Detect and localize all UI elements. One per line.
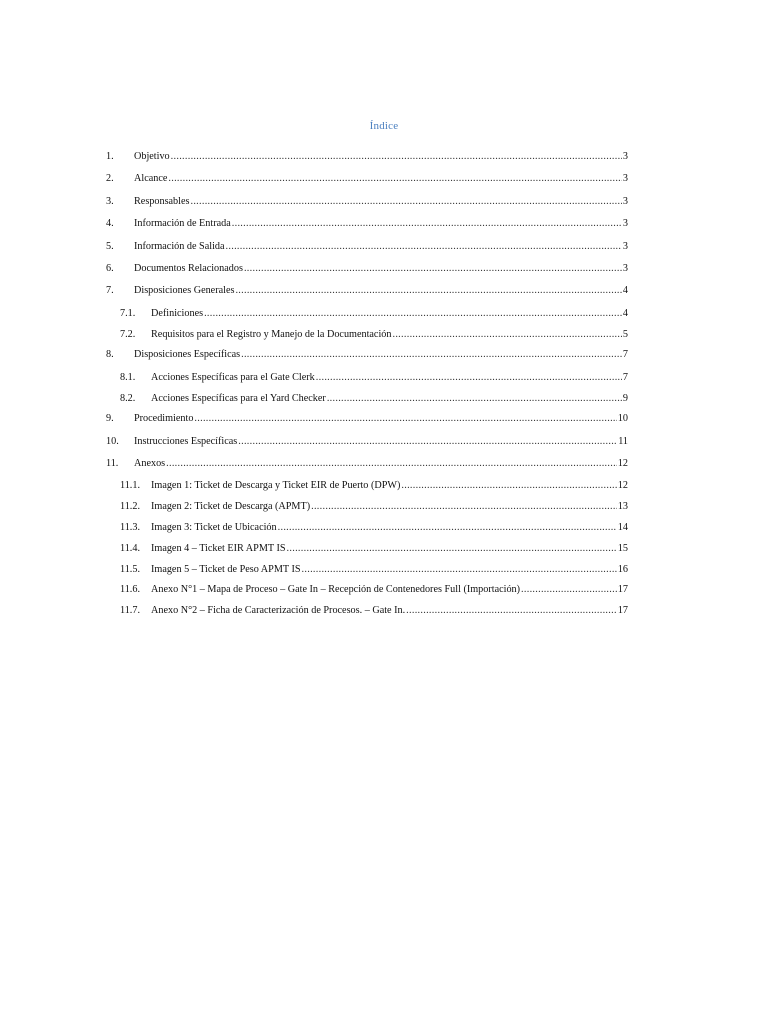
toc-entry-page: 11 (618, 435, 628, 447)
toc-entry-number: 7.2. (120, 328, 136, 340)
toc-dot-leader (311, 498, 617, 516)
toc-dot-leader (392, 326, 621, 344)
toc-entry-number: 11. (106, 458, 119, 470)
toc-entry-title[interactable]: Información de Salida (134, 240, 225, 252)
toc-entry-page: 3 (622, 173, 628, 185)
toc-entry-number: 4. (106, 218, 114, 230)
toc-entry-page: 17 (617, 605, 628, 617)
toc-dot-leader (244, 260, 622, 278)
toc-entry-page: 3 (622, 240, 628, 252)
toc-dot-leader (278, 519, 617, 537)
toc-title: Índice (369, 120, 399, 132)
toc-entry-page: 5 (622, 328, 628, 340)
toc-entry-page: 3 (622, 195, 628, 207)
toc-entry-page: 7 (622, 349, 628, 361)
toc-subentry[interactable] (106, 390, 628, 411)
toc-entry-number: 11.2. (120, 501, 140, 513)
toc-entry-title[interactable]: Acciones Específicas para el Gate Clerk (151, 371, 315, 383)
toc-subentry[interactable] (106, 369, 628, 390)
toc-entry-number: 9. (106, 413, 114, 425)
toc-entry-number: 1. (106, 151, 114, 162)
toc-entry-title[interactable]: Disposiciones Generales (134, 285, 235, 297)
toc-subentry[interactable] (106, 519, 628, 540)
toc-entry-page: 15 (617, 542, 628, 554)
toc-entry-number: 8. (106, 349, 114, 361)
toc-entry-title[interactable]: Anexo N°2 – Ficha de Caracterización de Procesos. – Gate In. (151, 605, 406, 617)
toc-dot-leader (287, 540, 617, 558)
toc-entry-title[interactable]: Imagen 2: Ticket de Descarga (APMT) (151, 501, 311, 513)
toc-entry-title[interactable]: Instrucciones Específicas (134, 435, 238, 447)
toc-subentry[interactable] (106, 477, 628, 498)
toc-entry-page: 3 (622, 218, 628, 230)
toc-entry-title[interactable]: Acciones Específicas para el Yard Checker (151, 392, 326, 404)
toc-entry-title[interactable]: Imagen 4 – Ticket EIR APMT IS (151, 542, 286, 554)
toc-entry[interactable] (106, 238, 628, 260)
table-of-contents (106, 148, 628, 623)
toc-entry-title[interactable]: Documentos Relacionados (134, 262, 243, 274)
toc-entry[interactable] (106, 215, 628, 237)
toc-subentry[interactable] (106, 540, 628, 561)
toc-entry-page: 9 (622, 392, 628, 404)
toc-entry-number: 7.1. (120, 307, 136, 319)
toc-entry-number: 11.7. (120, 605, 140, 617)
toc-entry-number: 11.3. (120, 522, 140, 534)
toc-dot-leader (235, 282, 621, 300)
toc-dot-leader (190, 193, 621, 211)
toc-dot-leader (302, 561, 617, 579)
toc-entry-page: 4 (622, 285, 628, 297)
toc-dot-leader (226, 238, 622, 256)
toc-subentry[interactable] (106, 602, 628, 623)
toc-entry[interactable] (106, 170, 628, 192)
toc-entry-page: 12 (617, 458, 628, 470)
toc-entry-number: 11.6. (120, 584, 140, 596)
toc-entry-title[interactable]: Anexo N°1 – Mapa de Proceso – Gate In – Recepción de Contenedores Full (Importación) (151, 584, 521, 596)
toc-entry-title[interactable]: Definiciones (151, 307, 204, 319)
toc-dot-leader (241, 346, 622, 364)
toc-entry-number: 11.4. (120, 542, 140, 554)
toc-entry-title[interactable]: Responsables (134, 195, 190, 207)
toc-subentry[interactable] (106, 561, 628, 582)
toc-entry-page: 13 (617, 501, 628, 513)
toc-entry-number: 11.5. (120, 563, 140, 575)
toc-entry-title[interactable]: Alcance (134, 173, 168, 185)
toc-entry-page: 14 (617, 522, 628, 534)
toc-entry-title[interactable]: Requisitos para el Registro y Manejo de la Documentación (151, 328, 392, 340)
toc-subentry[interactable] (106, 305, 628, 326)
toc-entry-title[interactable]: Objetivo (134, 151, 170, 162)
toc-entry-page: 17 (617, 584, 628, 596)
toc-entry-title[interactable]: Procedimiento (134, 413, 194, 425)
toc-entry-title[interactable]: Imagen 3: Ticket de Ubicación (151, 522, 277, 534)
toc-subentry[interactable] (106, 326, 628, 347)
toc-dot-leader (171, 148, 622, 166)
toc-entry[interactable] (106, 148, 628, 170)
toc-entry-page: 3 (622, 262, 628, 274)
toc-entry-number: 6. (106, 262, 114, 274)
toc-entry-number: 8.1. (120, 371, 136, 383)
toc-entry-title[interactable]: Información de Entrada (134, 218, 231, 230)
toc-entry[interactable] (106, 346, 628, 368)
toc-entry-page: 12 (617, 480, 628, 492)
toc-dot-leader (406, 602, 617, 620)
toc-entry-page: 3 (622, 151, 628, 162)
toc-dot-leader (168, 170, 622, 188)
toc-entry-number: 5. (106, 240, 114, 252)
toc-subentry[interactable] (106, 581, 628, 602)
toc-entry-page: 4 (622, 307, 628, 319)
toc-entry-title[interactable]: Anexos (134, 458, 166, 470)
toc-dot-leader (166, 455, 617, 473)
toc-entry[interactable] (106, 282, 628, 304)
toc-entry[interactable] (106, 193, 628, 215)
toc-dot-leader (401, 477, 616, 495)
toc-dot-leader (327, 390, 622, 408)
toc-entry-number: 3. (106, 195, 114, 207)
toc-entry-page: 10 (617, 413, 628, 425)
toc-entry[interactable] (106, 260, 628, 282)
toc-entry-title[interactable]: Imagen 5 – Ticket de Peso APMT IS (151, 563, 301, 575)
toc-dot-leader (204, 305, 622, 323)
toc-dot-leader (238, 433, 617, 451)
toc-dot-leader (316, 369, 622, 387)
toc-entry[interactable] (106, 433, 628, 455)
toc-entry[interactable] (106, 455, 628, 477)
toc-entry[interactable] (106, 410, 628, 432)
toc-subentry[interactable] (106, 498, 628, 519)
toc-entry-title[interactable]: Imagen 1: Ticket de Descarga y Ticket EIR de Puerto (DPW) (151, 480, 401, 492)
toc-dot-leader (194, 410, 616, 428)
toc-entry-number: 7. (106, 285, 114, 297)
toc-dot-leader (232, 215, 622, 233)
toc-entry-page: 16 (617, 563, 628, 575)
toc-entry-title[interactable]: Disposiciones Específicas (134, 349, 241, 361)
toc-entry-number: 8.2. (120, 392, 136, 404)
toc-entry-number: 11.1. (120, 480, 140, 492)
toc-entry-number: 10. (106, 435, 119, 447)
toc-entry-page: 7 (622, 371, 628, 383)
toc-entry-number: 2. (106, 173, 114, 185)
toc-dot-leader (521, 581, 617, 599)
